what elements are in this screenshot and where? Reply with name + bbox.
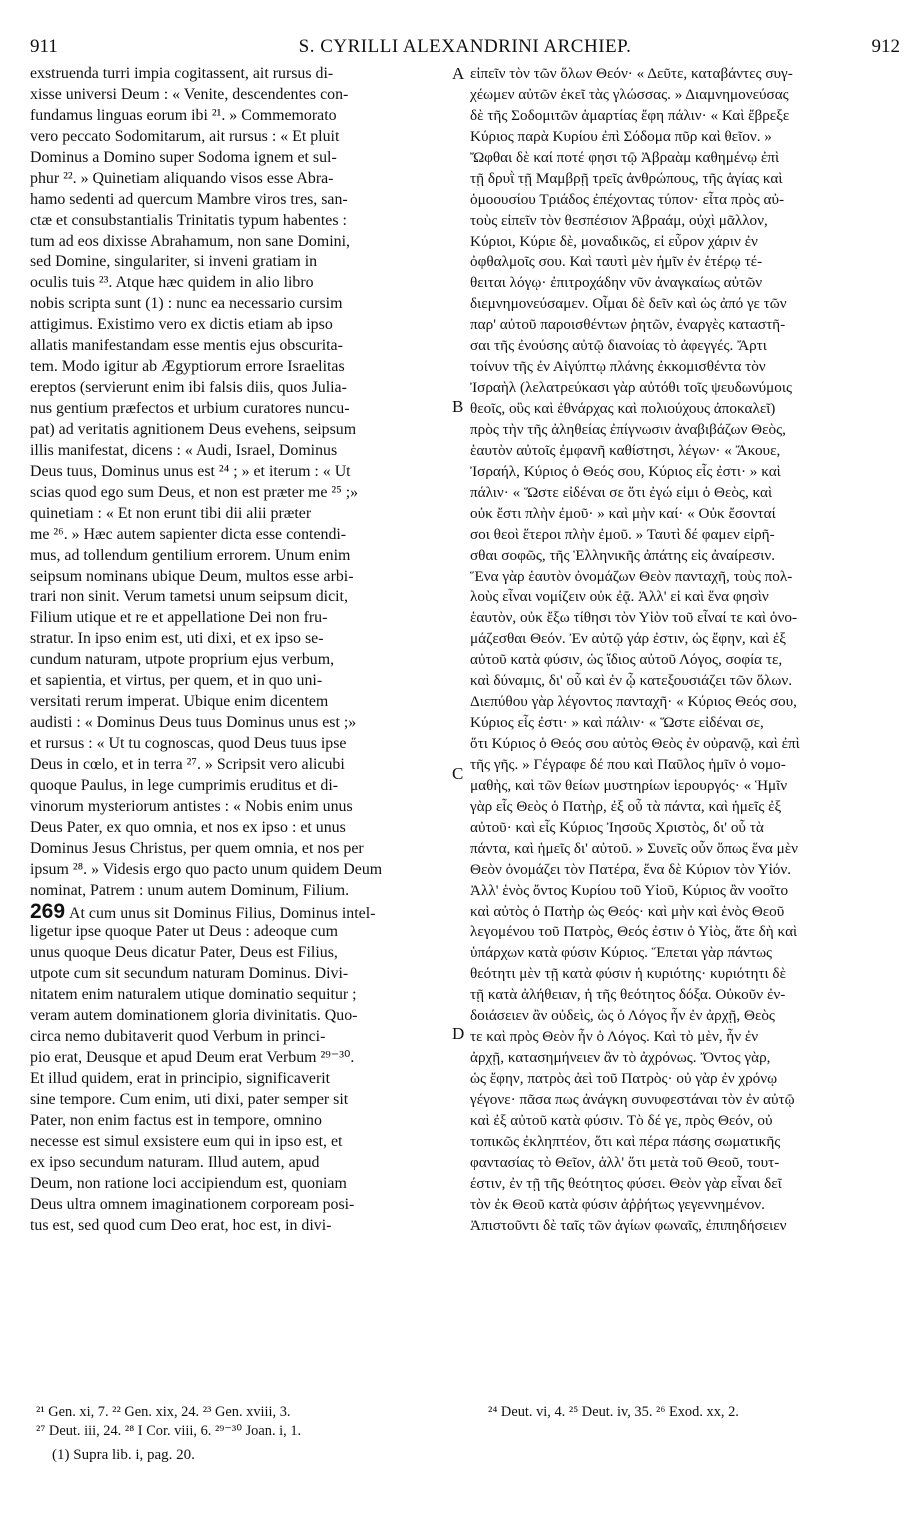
margin-marker-a: A bbox=[452, 64, 465, 83]
text-line: ipsum ²⁸. » Videsis ergo quo pacto unum quidem Deum bbox=[30, 860, 383, 878]
text-line: ὑπάρχων κατὰ φύσιν Κύριος. Ἕπεται γὰρ πάντως bbox=[470, 944, 773, 962]
text-line: Et illud quidem, erat in principio, significaverit bbox=[30, 1070, 331, 1087]
text-line: ὅτι Κύριος ὁ Θεός σου αὐτὸς Θεὸς ἐν οὐρανῷ, καὶ ἐπὶ bbox=[470, 735, 800, 752]
text-line: αὐτοῦ· καὶ εἷς Κύριος Ἰησοῦς Χριστὸς, δι' οὗ τὰ bbox=[470, 818, 764, 836]
text-line: Ἰσραήλ, Κύριος ὁ Θεός σου, Κύριος εἷς ἐστι· » καὶ bbox=[470, 462, 781, 480]
text-line: διεμνημονεύσαμεν. Οἶμαι δὲ δεῖν καὶ ὡς ἀπό γε τῶν bbox=[470, 295, 787, 313]
text-line: tus est, sed quod cum Deo erat, hoc est, in divi- bbox=[30, 1216, 332, 1234]
text-line: τὸν ἐκ Θεοῦ κατὰ φύσιν ἀῤῥήτως γεγεννημένον. bbox=[470, 1195, 765, 1213]
text-line: phur ²². » Quinetiam aliquando visos esse Abra- bbox=[30, 169, 334, 187]
text-line: τῇ δρυῒ τῇ Μαμβρῇ τρεῖς ἀνθρώπους, τῆς ἁγίας καὶ bbox=[470, 169, 783, 187]
text-line: τοίνυν τῆς ἐν Αἰγύπτῳ πλάνης ἐκκομισθέντα τὸν bbox=[470, 358, 766, 376]
text-line: Deus in cœlo, et in terra ²⁷. » Scripsit vero alicubi bbox=[30, 755, 345, 773]
text-line: μαθὴς, καὶ τῶν θείων μυστηρίων ἱερουργός· « Ἡμῖν bbox=[470, 776, 788, 794]
text-line: λοὺς εἶναι νομίζειν οὐκ ἐᾷ. Ἀλλ' εἰ καὶ ἕνα φησὶν bbox=[470, 588, 769, 606]
text-line: τοπικῶς ἐκληπτέον, ὅτι καὶ πέρα πάσης σωματικῆς bbox=[470, 1132, 781, 1150]
text-line: tum ad eos dixisse Abrahamum, non sane Domini, bbox=[30, 232, 350, 250]
text-line: stratur. In ipso enim est, uti dixi, et ex ipso se- bbox=[30, 630, 324, 648]
text-line: mus, ad tollendum gentilium errorem. Unum enim bbox=[30, 546, 351, 564]
text-line: Deus Pater, ex quo omnia, et nos ex ipso : et unus bbox=[30, 818, 346, 836]
text-line: quoque Paulus, in lege cumprimis eruditus et di- bbox=[30, 776, 339, 794]
text-line: Dominus Jesus Christus, per quem omnia, et nos per bbox=[30, 839, 364, 857]
text-line: unus quoque Deus dicatur Pater, Deus est Filius, bbox=[30, 944, 338, 962]
text-line: ἑαυτὸν αὐτοῖς ἐμφανῆ καθίστησι, λέγων· « Ἄκουε, bbox=[470, 441, 781, 459]
text-line: Κύριος παρὰ Κυρίου ἐπὶ Σόδομα πῦρ καὶ θεῖον. » bbox=[470, 127, 772, 145]
footnote-line: ²¹ Gen. xi, 7. ²² Gen. xix, 24. ²³ Gen. xviii, 3. bbox=[36, 1404, 291, 1420]
text-line: nominat, Patrem : unum autem Dominum, Filium. bbox=[30, 881, 350, 899]
text-line: allatis manifestandam esse mentis ejus obscurita- bbox=[30, 337, 343, 355]
text-line: ὁμοουσίου Τριάδος ἐπέχοντας τύπον· εἶτα πρὸς αὐ- bbox=[470, 190, 785, 208]
text-line: veram autem dominationem gloria divinitatis. Quo- bbox=[30, 1007, 358, 1025]
text-line-content: At cum unus sit Dominus Filius, Dominus intel- bbox=[69, 904, 376, 922]
text-line: φαντασίας τὸ Θεῖον, ἀλλ' ὅτι μετὰ τοῦ Θεοῦ, τουτ- bbox=[470, 1153, 780, 1171]
text-line: Ἀλλ' ἑνὸς ὄντος Κυρίου τοῦ Υἱοῦ, Κύριος ἂν νοοῖτο bbox=[470, 881, 789, 899]
supra-note: (1) Supra lib. i, pag. 20. bbox=[52, 1447, 195, 1463]
text-line: θεότητι μὲν τῇ κατὰ φύσιν ἡ κυριότης· κυριότητι δὲ bbox=[470, 965, 786, 983]
text-line: θειται λόγῳ· ἐπιτροχάδην νῦν ἀναγκαίως αὐτῶν bbox=[470, 274, 763, 292]
text-line: pio erat, Deusque et apud Deum erat Verbum ²⁹⁻³⁰. bbox=[30, 1049, 355, 1067]
text-line: τῆς γῆς. » Γέγραφε δέ που καὶ Παῦλος ἡμῖν ὁ νομο- bbox=[470, 755, 786, 773]
text-line: έστιν, ἐν τῇ τῆς θεότητος φύσει. Θεὸν γὰρ εἶναι δεῖ bbox=[470, 1174, 782, 1192]
margin-marker-c: C bbox=[452, 764, 464, 783]
text-line: σαι τῆς ἐνούσης αὐτῷ διανοίας τὸ ἀφεγγές. Ἄρτι bbox=[470, 337, 767, 355]
text-line: trari non sinit. Verum tametsi unum seipsum dicit, bbox=[30, 588, 348, 606]
text-line: audisti : « Dominus Deus tuus Dominus unus est ;» bbox=[30, 714, 357, 732]
text-line: Pater, non enim factus est in tempore, omnino bbox=[30, 1111, 322, 1129]
text-line: Κύριοι, Κύριε δὲ, μοναδικῶς, εἰ εὗρον χάριν ἐν bbox=[470, 232, 758, 250]
text-line: necesse est simul exsistere eum qui in ipso est, et bbox=[30, 1132, 343, 1150]
text-line: παρ' αὐτοῦ παροισθέντων ῥητῶν, ἐναργὲς καταστῆ- bbox=[470, 316, 786, 334]
text-line: et rursus : « Ut tu cognoscas, quod Deus tuus ipse bbox=[30, 735, 347, 752]
text-line: exstruenda turri impia cogitassent, ait rursus di- bbox=[30, 65, 334, 82]
text-line: sed Domine, singulariter, si inveni gratiam in bbox=[30, 253, 318, 271]
text-line: γέγονε· πᾶσα πως ἀνάγκη συνυφεστάναι τὸν ἐν αὐτῷ bbox=[470, 1090, 795, 1108]
text-line: Ὤφθαι δὲ καί ποτέ φησι τῷ Ἀβραὰμ καθημένῳ ἐπὶ bbox=[470, 148, 780, 166]
text-line: καὶ ἐξ αὐτοῦ κατὰ φύσιν. Τὸ δέ γε, πρὸς Θεόν, οὐ bbox=[470, 1111, 773, 1129]
text-line: xisse universi Deum : « Venite, descendentes con- bbox=[30, 85, 349, 103]
text-line: εἰπεῖν τὸν τῶν ὅλων Θεόν· « Δεῦτε, καταβάντες συγ- bbox=[470, 65, 793, 82]
text-line: ereptos (servierunt enim ibi falsis diis, quos Julia- bbox=[30, 379, 347, 397]
text-line: sine tempore. Cum enim, uti dixi, pater semper sit bbox=[30, 1090, 349, 1108]
text-line: γὰρ εἷς Θεὸς ὁ Πατὴρ, ἐξ οὗ τὰ πάντα, καὶ ἡμεῖς ἐξ bbox=[470, 797, 782, 815]
text-line: hamo sedenti ad quercum Mambre viros tres, san- bbox=[30, 190, 348, 208]
text-line: fundamus linguas eorum ibi ²¹. » Commemorato bbox=[30, 106, 337, 124]
text-line: illis manifestat, dicens : « Audi, Israel, Dominus bbox=[30, 441, 338, 459]
running-title: S. CYRILLI ALEXANDRINI ARCHIEP. bbox=[298, 36, 632, 57]
text-line: cundum naturam, utpote proprium ejus verbum, bbox=[30, 651, 335, 669]
text-line: Deus tuus, Dominus unus est ²⁴ ; » et iterum : « Ut bbox=[30, 462, 351, 480]
text-line: δὲ τῆς Σοδομιτῶν ἁμαρτίας ἔφη πάλιν· « Καὶ ἔβρεξε bbox=[470, 106, 790, 124]
footnote-line: ²⁴ Deut. vi, 4. ²⁵ Deut. iv, 35. ²⁶ Exod. xx, 2. bbox=[488, 1404, 739, 1420]
latin-footnotes bbox=[36, 1403, 466, 1441]
text-line: et sapientia, et virtus, per quem, et in quo uni- bbox=[30, 672, 323, 690]
text-line: Dominus a Domino super Sodoma ignem et sul- bbox=[30, 148, 337, 166]
text-line: nobis scripta sunt (1) : nunc ea necessario cursim bbox=[30, 295, 343, 313]
text-line: Ἀπιστοῦντι δὲ ταῖς τῶν ἁγίων φωναῖς, ἐπιπηδήσειεν bbox=[470, 1216, 787, 1234]
text-line: ὡς ἔφην, πατρὸς ἀεὶ τοῦ Πατρὸς· οὐ γὰρ ἐν χρόνῳ bbox=[470, 1070, 778, 1087]
text-line: θεοῖς, οὓς καὶ ἐθνάρχας καὶ πολιούχους ἀποκαλεῖ) bbox=[470, 400, 776, 417]
text-line: ὀφθαλμοῖς σου. Καὶ ταυτὶ μὲν ἡμῖν ἐν ἑτέρῳ τέ- bbox=[470, 253, 763, 271]
left-page-number: 911 bbox=[30, 36, 58, 57]
text-line: quinetiam : « Et non erunt tibi dii alii præter bbox=[30, 504, 312, 522]
text-line: versitati rerum imperat. Ubique enim dicentem bbox=[30, 693, 329, 711]
text-line: αὐτοῦ κατὰ φύσιν, ὡς ἴδιος αὐτοῦ Λόγος, σοφία τε, bbox=[470, 651, 783, 669]
text-line: nitatem enim naturalem utique dominatio sequitur ; bbox=[30, 986, 357, 1004]
text-line: Κύριος εἷς ἐστι· » καὶ πάλιν· « Ὥστε εἰδέναι σε, bbox=[470, 714, 764, 732]
text-line: Διεπύθου γὰρ λέγοντος πανταχῆ· « Κύριος Θεός σου, bbox=[470, 693, 797, 711]
text-line: τε καὶ πρὸς Θεὸν ἦν ὁ Λόγος. Καὶ τὸ μὲν, ἦν ἐν bbox=[470, 1028, 759, 1046]
text-line: δοιάσειεν ἂν οὐδεὶς, ὡς ὁ Λόγος ἦν ἐν ἀρχῇ, Θεὸς bbox=[470, 1007, 775, 1025]
text-line: ctæ et consubstantialis Trinitatis typum habentes : bbox=[30, 211, 347, 229]
text-line: oculis tuis ²³. Atque hæc quidem in alio libro bbox=[30, 274, 314, 292]
text-line: Ἕνα γὰρ ἑαυτὸν ὀνομάζων Θεὸν πανταχῆ, τοὺς πολ- bbox=[470, 567, 793, 585]
text-line: Filium utique et re et appellatione Dei non fru- bbox=[30, 609, 328, 627]
text-line: me ²⁶. » Hæc autem sapienter dicta esse contendi- bbox=[30, 525, 347, 543]
margin-marker-d: D bbox=[452, 1024, 465, 1043]
greek-footnotes bbox=[488, 1403, 908, 1422]
text-line: Ἰσραὴλ (λελατρεύκασι γὰρ αὐτόθι τοῖς ψευδωνύμοις bbox=[470, 379, 792, 397]
text-line: ἑαυτὸν, οὐκ ἔξω τίθησι τὸν Υἱὸν τοῦ εἶναί τε καὶ ὀνο- bbox=[470, 609, 798, 627]
text-line: πάλιν· « Ὥστε εἰδέναι σε ὅτι ἐγώ εἰμι ὁ Θεὸς, καὶ bbox=[470, 483, 773, 501]
text-line: ex ipso secundum naturam. Illud autem, apud bbox=[30, 1153, 320, 1171]
text-line: circa nemo dubitaverit quod Verbum in princi- bbox=[30, 1028, 326, 1046]
text-line: ἀρχῇ, κατασημήνειεν ἂν τὸ ἀχρόνως. Ὄντος γὰρ, bbox=[470, 1049, 771, 1067]
text-line: scias quod ego sum Deus, et non est præter me ²⁵ ;» bbox=[30, 483, 359, 501]
text-line: τοὺς εἰπεῖν τὸν θεσπέσιον Ἀβραάμ, οὐχὶ μᾶλλον, bbox=[470, 211, 768, 229]
text-line: seipsum nominans ubique Deum, multos esse arbi- bbox=[30, 567, 354, 585]
text-line: vero peccato Sodomitarum, ait rursus : « Et pluit bbox=[30, 127, 340, 145]
text-line: σθαι σοφῶς, τῆς Ἑλληνικῆς ἀπάτης εἰς ἀναίρεσιν. bbox=[470, 546, 776, 564]
text-line: attigimus. Existimo vero ex dictis etiam ab ipso bbox=[30, 316, 333, 334]
text-line: utpote cum sit secundum naturam Dominus. Divi- bbox=[30, 965, 349, 983]
text-line: χέωμεν αὐτῶν ἐκεῖ τὰς γλώσσας. » Διαμνημονεύσας bbox=[470, 85, 789, 103]
right-page-number: 912 bbox=[871, 36, 900, 57]
text-line: καὶ αὐτὸς ὁ Πατὴρ ὡς Θεός· καὶ μὴν καὶ ἑνὸς Θεοῦ bbox=[470, 902, 785, 920]
text-line: vinorum mysteriorum antistes : « Nobis enim unus bbox=[30, 797, 353, 815]
text-line: σοι θεοὶ ἕτεροι πλὴν ἐμοῦ. » Ταυτὶ δέ φαμεν εἰρῆ- bbox=[470, 525, 775, 543]
text-line: nus gentium præfectos et urbium curatores nuncu- bbox=[30, 400, 350, 417]
text-line: tem. Modo igitur ab Ægyptiorum errore Israelitas bbox=[30, 358, 345, 376]
text-line: πάντα, καὶ ἡμεῖς δι' αὐτοῦ. » Συνεῖς οὖν ὅπως ἕνα μὲν bbox=[470, 839, 799, 857]
latin-column bbox=[30, 64, 458, 1237]
greek-column bbox=[470, 64, 900, 1237]
text-line: οὐκ ἔστι πλὴν ἐμοῦ· » καὶ μὴν καί· « Οὐκ ἔσονταί bbox=[470, 504, 776, 522]
text-line: τῇ κατὰ ἀλήθειαν, ἡ τῆς θεότητος δόξα. Οὐκοῦν ἐν- bbox=[470, 986, 786, 1004]
text-line: pat) ad veritatis agnitionem Deus evehens, seipsum bbox=[30, 420, 357, 438]
text-line bbox=[30, 902, 458, 923]
text-line: λεγομένου τοῦ Πατρὸς, Θεός ἐστιν ὁ Υἱὸς, ἅτε δὴ καὶ bbox=[470, 923, 798, 941]
text-line: Θεὸν ὀνομάζει τὸν Πατέρα, ἕνα δὲ Κύριον τὸν Υἱόν. bbox=[470, 860, 792, 878]
text-line: καὶ δύναμις, δι' οὗ καὶ ἐν ᾧ κατεξουσιάζει τῶν ὅλων. bbox=[470, 672, 793, 690]
section-number: 269 bbox=[30, 901, 66, 923]
text-line: πρὸς τὴν τῆς ἀληθείας ἐπίγνωσιν ἀναβιβάζων Θεὸς, bbox=[470, 420, 786, 438]
running-header bbox=[30, 36, 900, 62]
text-line: Deus ultra omnem imaginationem corpoream posi- bbox=[30, 1195, 355, 1213]
text-line: μάζεσθαι Θεόν. Ἐν αὐτῷ γάρ ἐστιν, ὡς ἔφην, καὶ ἐξ bbox=[470, 630, 786, 648]
margin-marker-b: B bbox=[452, 397, 464, 416]
text-line: Deum, non ratione loci accipiendum est, quoniam bbox=[30, 1174, 347, 1192]
footnote-line: ²⁷ Deut. iii, 24. ²⁸ I Cor. viii, 6. ²⁹⁻³⁰ Joan. i, 1. bbox=[36, 1423, 302, 1439]
text-line: ligetur ipse quoque Pater ut Deus : adeoque cum bbox=[30, 923, 339, 941]
